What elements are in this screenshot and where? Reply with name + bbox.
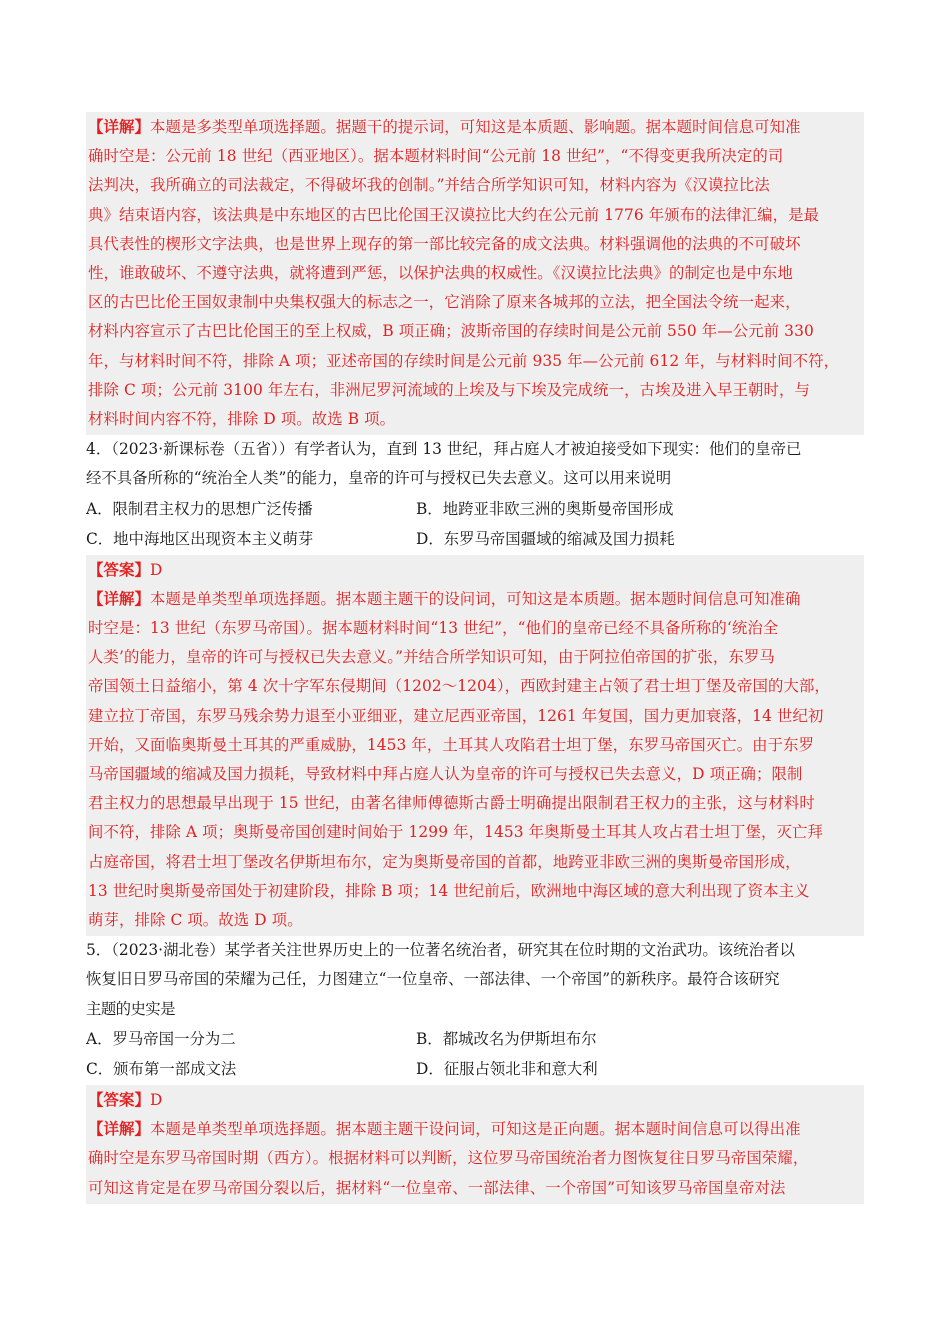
q5-answer-explanation [86, 1085, 864, 1204]
answer-value: D [149, 560, 163, 579]
explain-line: 13 世纪时奥斯曼帝国处于初建阶段，排除 B 项；14 世纪前后，欧洲地中海区域的意大利出现了资本主义 [88, 881, 810, 900]
answer-label: 【答案】 [88, 1090, 150, 1109]
explain-line: 区的古巴比伦王国奴隶制中央集权强大的标志之一，它消除了原来各城邦的立法，把全国法令统一起来， [88, 293, 801, 312]
explain-label: 【详解】 [88, 118, 150, 136]
answer-line [88, 556, 862, 585]
question-stem-line: 经不具备所称的“统治全人类”的能力，皇帝的许可与授权已失去意义。这可以用来说明 [86, 469, 672, 488]
explain-label: 【详解】 [88, 1120, 150, 1139]
explain-line: 君主权力的思想最早出现于 15 世纪，由著名律师傅德斯古爵士明确提出限制君王权力的主张，这与材料时 [88, 794, 815, 813]
option-grid [86, 1024, 864, 1085]
explain-line: 间不符，排除 A 项；奥斯曼帝国创建时间始于 1299 年，1453 年奥斯曼土耳其人攻占君士坦丁堡，灭亡拜 [88, 823, 823, 842]
option-b: B．都城改名为伊斯坦布尔 [416, 1029, 597, 1048]
explain-line: 【详解】本题是单类型单项选择题。据本题主题干的设问词，可知这是本质题。据本题时间信息可知准确 [88, 589, 801, 608]
explain-line: 年，与材料时间不符，排除 A 项；亚述帝国的存续时间是公元前 935 年—公元前 612 年，与材料时间不符， [88, 351, 840, 370]
answer-line [88, 1086, 862, 1115]
explain-line: 材料时间内容不符，排除 D 项。故选 B 项。 [88, 410, 396, 429]
document-page [86, 112, 864, 1204]
question-stem-line: 5．（2023·湖北卷）某学者关注世界历史上的一位著名统治者，研究其在位时期的文治武功。该统治者以 [86, 941, 795, 960]
question-stem-line: 主题的史实是 [86, 999, 175, 1018]
question-stem-line: 4．（2023·新课标卷（五省））有学者认为，直到 13 世纪，拜占庭人才被迫接受如下现实：他们的皇帝已 [86, 440, 802, 459]
question-4 [86, 435, 864, 554]
question-stem-line: 恢复旧日罗马帝国的荣耀为己任，力图建立“一位皇帝、一部法律、一个帝国”的新秩序。最符合该研究 [86, 970, 780, 989]
explain-line: 占庭帝国，将君士坦丁堡改名伊斯坦布尔，定为奥斯曼帝国的首都，地跨亚非欧三洲的奥斯曼帝国形成， [88, 852, 801, 871]
explain-label: 【详解】 [88, 589, 150, 608]
explain-line: 萌芽，排除 C 项。故选 D 项。 [88, 911, 303, 930]
q3-explanation [86, 112, 864, 435]
answer-value: D [149, 1090, 163, 1109]
option-a: A．限制君主权力的思想广泛传播 [86, 499, 313, 518]
option-c: C．地中海地区出现资本主义萌芽 [86, 530, 314, 549]
option-grid [86, 494, 864, 555]
explain-line: 开始，又面临奥斯曼土耳其的严重威胁，1453 年，土耳其人攻陷君士坦丁堡，东罗马帝国灭亡。由于东罗 [88, 735, 815, 754]
option-d: D．征服占领北非和意大利 [416, 1060, 598, 1079]
explain-line: 材料内容宣示了古巴比伦国王的至上权威，B 项正确；波斯帝国的存续时间是公元前 550 年—公元前 330 [88, 322, 814, 341]
answer-label: 【答案】 [88, 560, 150, 579]
option-b: B．地跨亚非欧三洲的奥斯曼帝国形成 [416, 499, 674, 518]
question-5 [86, 936, 864, 1085]
explain-line: 确时空是东罗马帝国时期（西方）。根据材料可以判断，这位罗马帝国统治者力图恢复往日罗马帝国荣耀， [88, 1149, 809, 1168]
explain-line: 确时空是：公元前 18 世纪（西亚地区）。据本题材料时间“公元前 18 世纪”，“不得变更我所决定的司 [88, 147, 784, 166]
explain-line: 可知这肯定是在罗马帝国分裂以后，据材料“一位皇帝、一部法律、一个帝国”可知该罗马帝国皇帝对法 [88, 1178, 786, 1197]
explain-line: 具代表性的楔形文字法典，也是世界上现存的第一部比较完备的成文法典。材料强调他的法典的不可破坏 [88, 234, 801, 253]
explain-line: 帝国领土日益缩小，第 4 次十字军东侵期间（1202～1204），西欧封建主占领了君士坦丁堡及帝国的大部， [88, 677, 830, 696]
explain-line: 排除 C 项；公元前 3100 年左右，非洲尼罗河流域的上埃及与下埃及完成统一，古埃及进入早王朝时，与 [88, 380, 811, 399]
explain-line: 法判决，我所确立的司法裁定，不得破坏我的创制。”并结合所学知识可知，材料内容为《汉谟拉比法 [88, 176, 770, 195]
explain-line: 典》结束语内容，该法典是中东地区的古巴比伦国王汉谟拉比大约在公元前 1776 年颁布的法律汇编，是最 [88, 205, 820, 224]
option-c: C．颁布第一部成文法 [86, 1060, 237, 1079]
explain-line: 人类’的能力，皇帝的许可与授权已失去意义。”并结合所学知识可知，由于阿拉伯帝国的扩张，东罗马 [88, 648, 775, 667]
explain-line: 性，谁敢破坏、不遵守法典，就将遭到严惩，以保护法典的权威性。《汉谟拉比法典》的制定也是中东地 [88, 264, 793, 283]
explain-line: 【详解】本题是多类型单项选择题。据题干的提示词，可知这是本质题、影响题。据本题时间信息可知准 [88, 118, 801, 136]
explain-line: 建立拉丁帝国，东罗马残余势力退至小亚细亚，建立尼西亚帝国，1261 年复国，国力更加衰落，14 世纪初 [88, 706, 824, 725]
option-a: A．罗马帝国一分为二 [86, 1029, 236, 1048]
explain-line: 马帝国疆域的缩减及国力损耗，导致材料中拜占庭人认为皇帝的许可与授权已失去意义，D 项正确；限制 [88, 765, 803, 784]
explain-line: 【详解】本题是单类型单项选择题。据本题主题干设问词，可知这是正向题。据本题时间信息可以得出准 [88, 1120, 801, 1139]
option-d: D．东罗马帝国疆域的缩减及国力损耗 [416, 530, 675, 549]
explain-line: 时空是：13 世纪（东罗马帝国）。据本题材料时间“13 世纪”，“他们的皇帝已经不具备所称的‘统治全 [88, 619, 779, 638]
q4-answer-explanation [86, 555, 864, 937]
